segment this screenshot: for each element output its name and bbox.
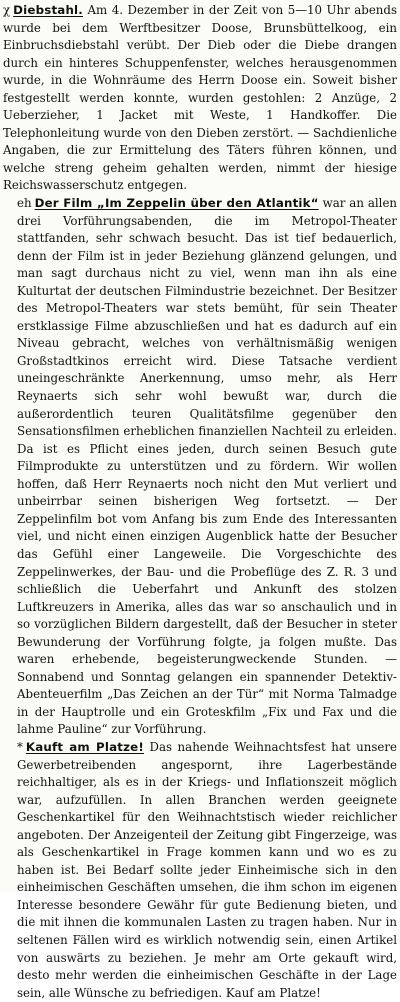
article-headline: Diebstahl. — [13, 3, 83, 17]
article-marker: eh — [17, 196, 32, 211]
article-marker: χ — [3, 3, 11, 17]
article-body: Das nahende Weihnachtsfest hat unsere Gewerbetreibenden angespornt, ihre Lagerbestände reichhaltiger, als es in der Kriegs- und Inflationszeit möglich war, aufzufüllen. In allen Branchen werden geeignete Geschenkartikel für den Weihnachtstisch wieder reichlicher angeboten. Der Anzeigenteil der Zeitung gibt Fingerzeige, was als Geschenkartikel in Frage kommen kann und wo es zu haben ist. Bei Bedarf sollte jeder Einheimische sich in den einheimischen Geschäften umsehen, die ihm schon im eigenen Interesse besondere Gewähr für gute Bedienung bieten, und die mit ihnen die kommunalen Lasten zu tragen haben. Nur in seltenen Fällen wird es wirklich notwendig sein, einen Artikel von auswärts zu beziehen. Je mehr am Orte gekauft wird, desto mehr werden die einheimischen Geschäfte in der Lage sein, alle Wünsche zu befriedigen. Kauf am Platze! — [17, 739, 397, 1000]
article-diebstahl — [3, 2, 397, 195]
article-body: Am 4. Dezember in der Zeit von 5—10 Uhr abends wurde bei dem Werftbesitzer Doose, Brunsbüttelkoog, ein Einbruchsdiebstahl verübt. Der Dieb oder die Diebe drangen durch ein hinteres Schuppenfenster, welches herausgenommen wurde, in die Wohnräume des Herrn Doose ein. Soweit bisher festgestellt werden konnte, wurden gestohlen: 2 Anzüge, 2 Ueberzieher, 1 Jacket mit Weste, 1 Handkoffer. Die Telephonleitung wurde von den Dieben zerstört. — Sachdienliche Angaben, die zur Ermittelung des Täters führen können, und welche streng geheim gehalten werden, nimmt der hiesige Reichswasserschutz entgegen. — [3, 3, 398, 193]
article-body: war an allen drei Vorführungsabenden, die im Metropol-Theater stattfanden, sehr schwach besucht. Das ist tief bedauerlich, denn der Film ist in jeder Beziehung glänzend gelungen, und man sagt durchaus nicht zu viel, wenn man ihn als eine Kulturtat der deutschen Filmindustrie bezeichnet. Der Besitzer des Metropol-Theaters war stets bemüht, für sein Theater erstklassige Filme abzuschließen und hat es dadurch auf ein Niveau gebracht, welches von verhältnismäßig wenigen Großstadtkinos erreicht wird. Diese Tatsache verdient uneingeschränkte Anerkennung, umso mehr, als Herr Reynaerts sich sehr wohl bewußt war, durch die außerordentlich teuren Qualitätsfilme gegenüber den Sensationsfilmen erheblichen finanziellen Nachteil zu erleiden. Da ist es Pflicht eines jeden, durch seinen Besuch gute Filmprodukte zu unterstützen und zu fördern. Wir wollen hoffen, daß Herr Reynaerts noch nicht den Mut verliert und unbeirrbar seinen bisherigen Weg fortsetzt. — Der Zeppelinfilm bot vom Anfang bis zum Ende des Interessanten viel, und nicht einen einzigen Augenblick hatte der Besucher das Gefühl einer Langeweile. Die Vorgeschichte des Zeppelinwerkes, der Bau- und die Probeflüge des Z. R. 3 und schließlich die Ueberfahrt und Ankunft des stolzen Luftkreuzers in Amerika, alles das war so anschaulich und in so vorzüglichen Bildern dargestellt, daß der Besucher in steter Bewunderung der Vorführung folgte, ja folgen mußte. Das waren erhebende, begeisterungweckende Stunden. — Sonnabend und Sonntag gelangen ein spannender Detektiv-Abenteuerfilm „Das Zeichen an der Tür“ mit Norma Talmadge in der Hauptrolle und ein Groteskfilm „Fix und Fax und die lahme Pauline“ zur Vorführung. — [17, 196, 398, 737]
article-marker: * — [17, 739, 23, 754]
article-zeppelin-film — [17, 195, 397, 739]
article-headline: Kauft am Platze! — [25, 739, 144, 754]
article-kauft-am-platze — [17, 739, 397, 1002]
article-headline: Der Film „Im Zeppelin über den Atlantik“ — [34, 196, 319, 211]
